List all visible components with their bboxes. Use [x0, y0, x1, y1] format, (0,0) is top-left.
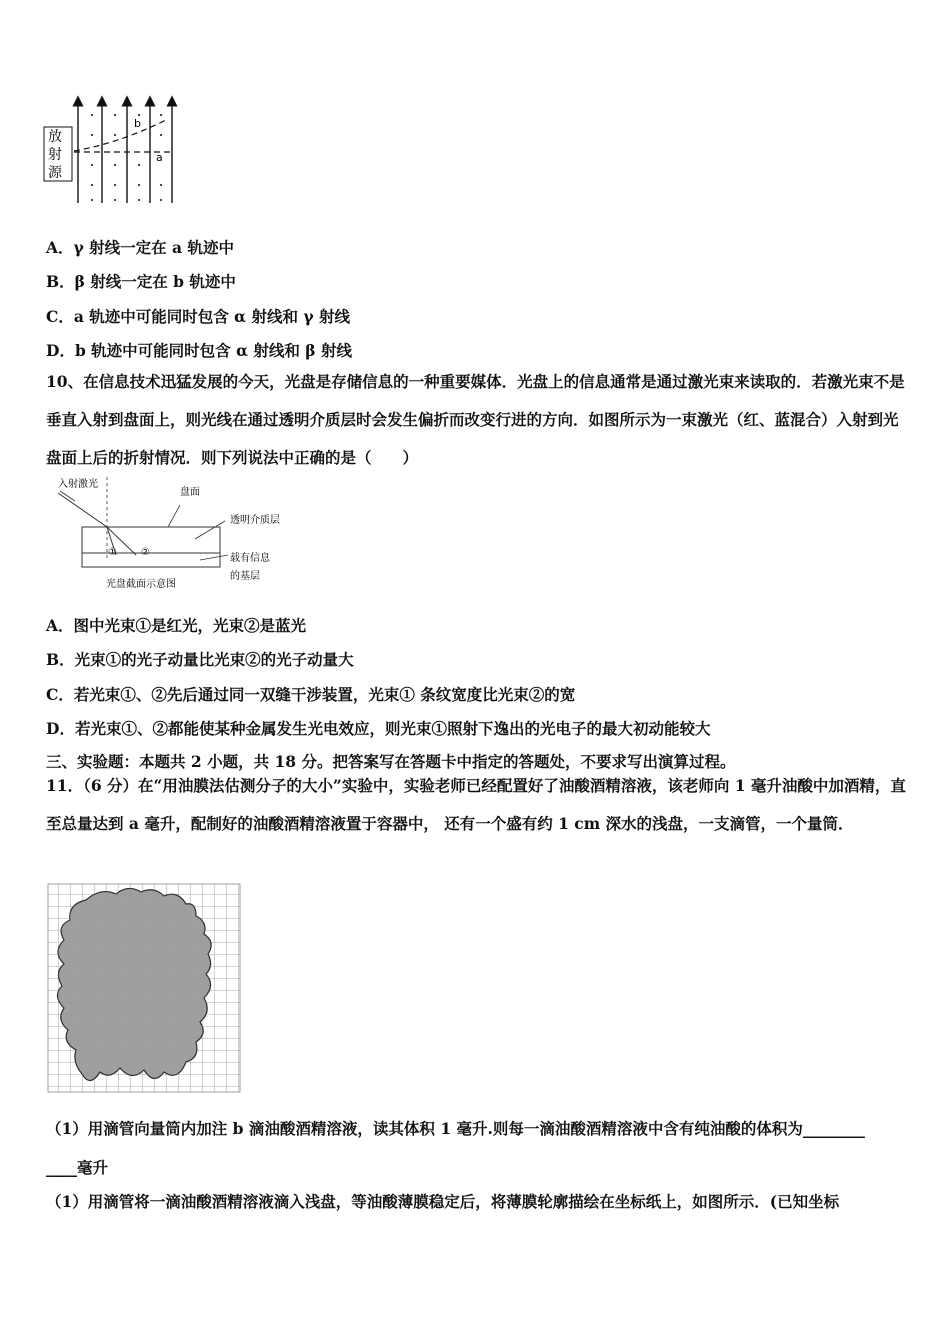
- label-b: b: [134, 117, 141, 130]
- info-layer-label-2: 的基层: [230, 571, 260, 582]
- info-layer-label-1: 载有信息: [230, 553, 270, 564]
- trajectory-b: [74, 119, 168, 151]
- q9-option-a: A．γ 射线一定在 a 轨迹中: [46, 238, 234, 257]
- q10-stem: 10、在信息技术迅猛发展的今天，光盘是存储信息的一种重要媒体．光盘上的信息通常是通过激光束来读取的．若激光束不是垂直入射到盘面上，则光线在通过透明介质层时会发生偏折而改变行进的方向．如图所示为一束激光（红、蓝混合）入射到光盘面上后的折射情况．则下列说法中正确的是（ ）: [46, 372, 905, 467]
- transparent-layer-rect: [82, 527, 220, 553]
- q9-option-d: D．b 轨迹中可能同时包含 α 射线和 β 射线: [46, 341, 352, 360]
- q10-option-b: B．光束①的光子动量比光束②的光子动量大: [46, 650, 354, 669]
- q11-stem: 11．（6 分）在“用油膜法估测分子的大小”实验中，实验老师已经配置好了油酸酒精溶液，该老师向 1 毫升油酸中加酒精，直至总量达到 a 毫升，配制好的油酸酒精溶液置于容器中， 还有一个盛有约 1 cm 深水的浅盘，一支滴管，一个量筒．: [46, 776, 906, 833]
- source-char-1: 放: [48, 129, 62, 145]
- q11-part1: （1）用滴管向量筒内加注 b 滴油酸酒精溶液，读其体积 1 毫升.则每一滴油酸酒精溶液中含有纯油酸的体积为________: [46, 1119, 865, 1138]
- q11-part2: （1）用滴管将一滴油酸酒精溶液滴入浅盘，等油酸薄膜稳定后，将薄膜轮廓描绘在坐标纸上，如图所示．(已知坐标: [46, 1192, 840, 1211]
- surface-label: 盘面: [180, 487, 200, 498]
- base-layer-rect: [82, 553, 220, 567]
- q10-option-d: D．若光束①、②都能使某种金属发生光电效应，则光束①照射下逸出的光电子的最大初动能较大: [46, 719, 711, 738]
- optical-disc-figure: [40, 475, 300, 595]
- label-a: a: [156, 151, 163, 164]
- q10-option-c: C．若光束①、②先后通过同一双缝干涉装置，光束① 条纹宽度比光束②的宽: [46, 685, 576, 704]
- source-char-3: 源: [48, 165, 62, 181]
- radiation-field-figure: [40, 95, 190, 210]
- section-heading: 三、实验题：本题共 2 小题，共 18 分。把答案写在答题卡中指定的答题处，不要求写出演算过程。: [46, 752, 736, 771]
- figure-caption: 光盘截面示意图: [106, 579, 176, 590]
- source-char-2: 射: [48, 147, 62, 163]
- transparent-layer-label: 透明介质层: [230, 515, 280, 526]
- incident-label: 入射激光: [58, 479, 98, 490]
- beam2-label: ②: [141, 547, 150, 558]
- beam1-label: ①: [108, 547, 117, 558]
- q11-part1-end: ____毫升: [46, 1158, 109, 1177]
- q9-option-b: B．β 射线一定在 b 轨迹中: [46, 272, 236, 291]
- oil-film-grid-figure: [46, 882, 242, 1094]
- q10-option-a: A．图中光束①是红光，光束②是蓝光: [46, 616, 307, 635]
- q9-option-c: C．a 轨迹中可能同时包含 α 射线和 γ 射线: [46, 307, 351, 326]
